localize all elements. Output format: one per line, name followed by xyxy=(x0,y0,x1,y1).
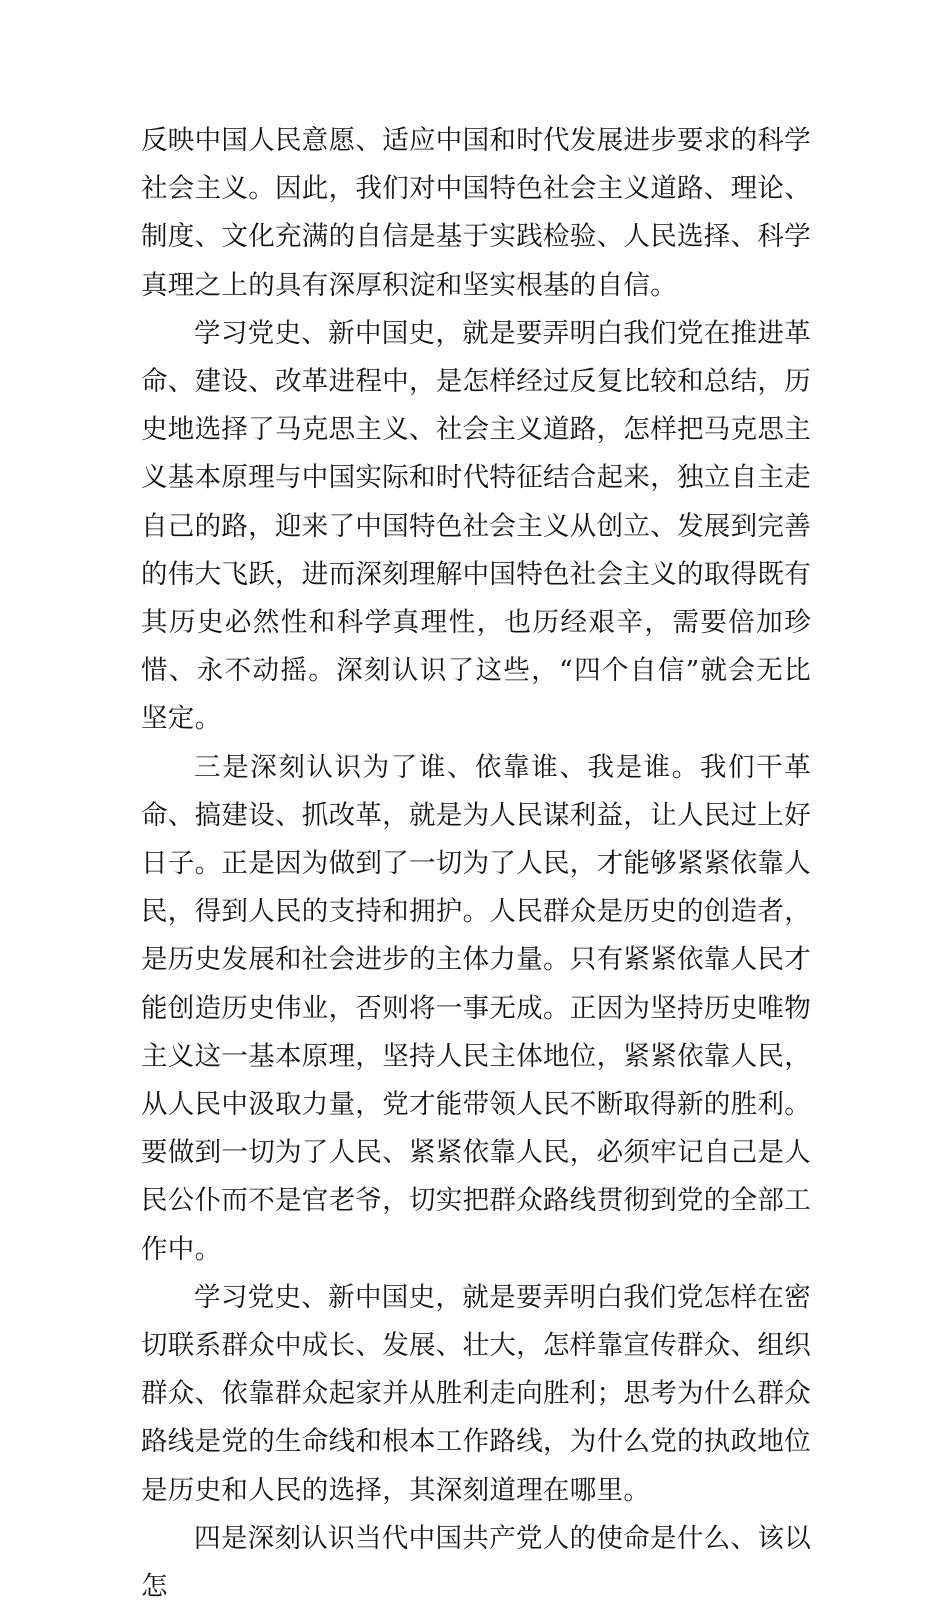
document-body xyxy=(141,117,811,1611)
paragraph-continued: 反映中国人民意愿、适应中国和时代发展进步要求的科学社会主义。因此，我们对中国特色社会主义道路、理论、制度、文化充满的自信是基于实践检验、人民选择、科学真理之上的具有深厚积淀和坚实根基的自信。 xyxy=(141,125,811,301)
paragraph: 学习党史、新中国史，就是要弄明白我们党怎样在密切联系群众中成长、发展、壮大，怎样靠宣传群众、组织群众、依靠群众起家并从胜利走向胜利；思考为什么群众路线是党的生命线和根本工作路线，为什么党的执政地位是历史和人民的选择，其深刻道理在哪里。 xyxy=(141,1281,811,1506)
paragraph: 学习党史、新中国史，就是要弄明白我们党在推进革命、建设、改革进程中，是怎样经过反复比较和总结，历史地选择了马克思主义、社会主义道路，怎样把马克思主义基本原理与中国实际和时代特征结合起来，独立自主走自己的路，迎来了中国特色社会主义从创立、发展到完善的伟大飞跃，进而深刻理解中国特色社会主义的取得既有其历史必然性和科学真理性，也历经艰辛，需要倍加珍惜、永不动摇。深刻认识了这些，“四个自信”就会无比坚定。 xyxy=(141,317,811,735)
paragraph: 三是深刻认识为了谁、依靠谁、我是谁。我们干革命、搞建设、抓改革，就是为人民谋利益，让人民过上好日子。正是因为做到了一切为了人民，才能够紧紧依靠人民，得到人民的支持和拥护。人民群众是历史的创造者，是历史发展和社会进步的主体力量。只有紧紧依靠人民才能创造历史伟业，否则将一事无成。正因为坚持历史唯物主义这一基本原理，坚持人民主体地位，紧紧依靠人民，从人民中汲取力量，党才能带领人民不断取得新的胜利。要做到一切为了人民、紧紧依靠人民，必须牢记自己是人民公仆而不是官老爷，切实把群众路线贯彻到党的全部工作中。 xyxy=(141,751,811,1265)
paragraph: 四是深刻认识当代中国共产党人的使命是什么、该以怎 xyxy=(141,1522,811,1603)
